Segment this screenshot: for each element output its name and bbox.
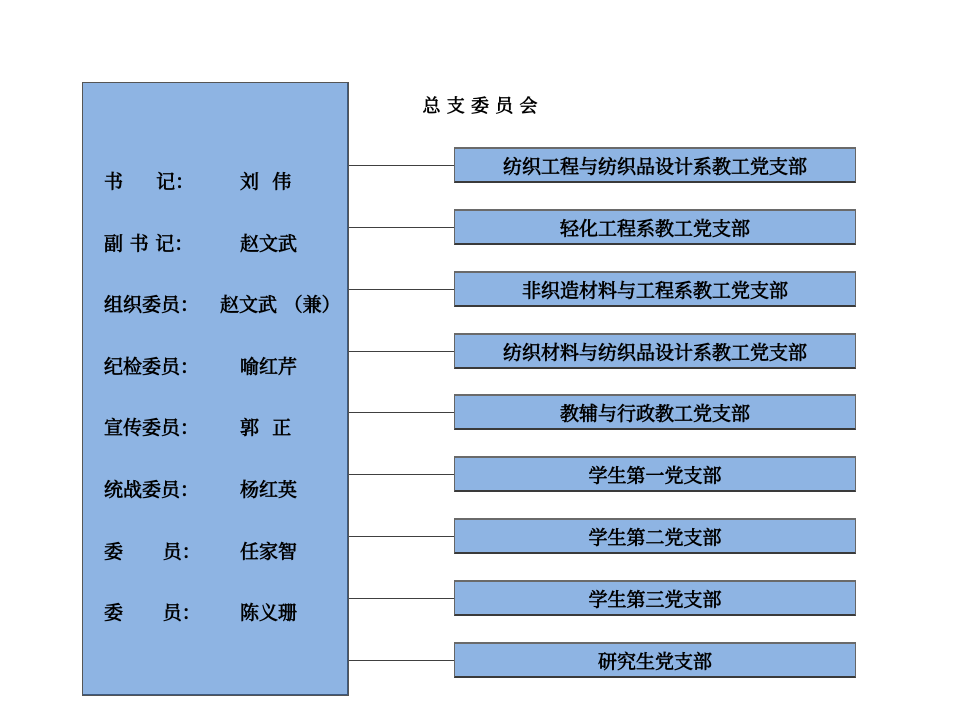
branch-box: 学生第三党支部 [454, 580, 856, 616]
member-role: 纪检委员： [104, 356, 200, 378]
member-name: 喻红芹 [240, 356, 298, 378]
branch-box: 学生第二党支部 [454, 518, 856, 554]
member-name: 刘 伟 [240, 171, 292, 193]
connector-line [349, 227, 454, 228]
committee-title: 总 支 委 员 会 [422, 96, 538, 117]
branch-box: 非织造材料与工程系教工党支部 [454, 271, 856, 307]
connector-line [349, 351, 454, 352]
member-role: 副 书 记： [104, 233, 194, 255]
branch-box: 纺织工程与纺织品设计系教工党支部 [454, 147, 856, 183]
connector-line [349, 536, 454, 537]
member-name: 郭 正 [240, 417, 292, 439]
member-name: 赵文武 （兼） [220, 294, 341, 316]
connector-line [349, 598, 454, 599]
member-role: 组织委员： [104, 294, 200, 316]
connector-line [349, 289, 454, 290]
member-role: 书 记： [104, 171, 195, 193]
branch-box: 学生第一党支部 [454, 456, 856, 492]
member-role: 统战委员： [104, 479, 200, 501]
member-role: 委 员： [104, 541, 201, 563]
connector-line [349, 474, 454, 475]
branch-box: 轻化工程系教工党支部 [454, 209, 856, 245]
member-name: 赵文武 [240, 233, 298, 255]
member-name: 杨红英 [240, 479, 298, 501]
member-name: 任家智 [240, 541, 298, 563]
branch-box: 纺织材料与纺织品设计系教工党支部 [454, 333, 856, 369]
member-role: 宣传委员： [104, 417, 200, 439]
branch-box: 研究生党支部 [454, 642, 856, 678]
branch-box: 教辅与行政教工党支部 [454, 394, 856, 430]
member-role: 委 员： [104, 602, 201, 624]
connector-line [349, 412, 454, 413]
member-name: 陈义珊 [240, 602, 298, 624]
connector-line [349, 660, 454, 661]
connector-line [349, 165, 454, 166]
